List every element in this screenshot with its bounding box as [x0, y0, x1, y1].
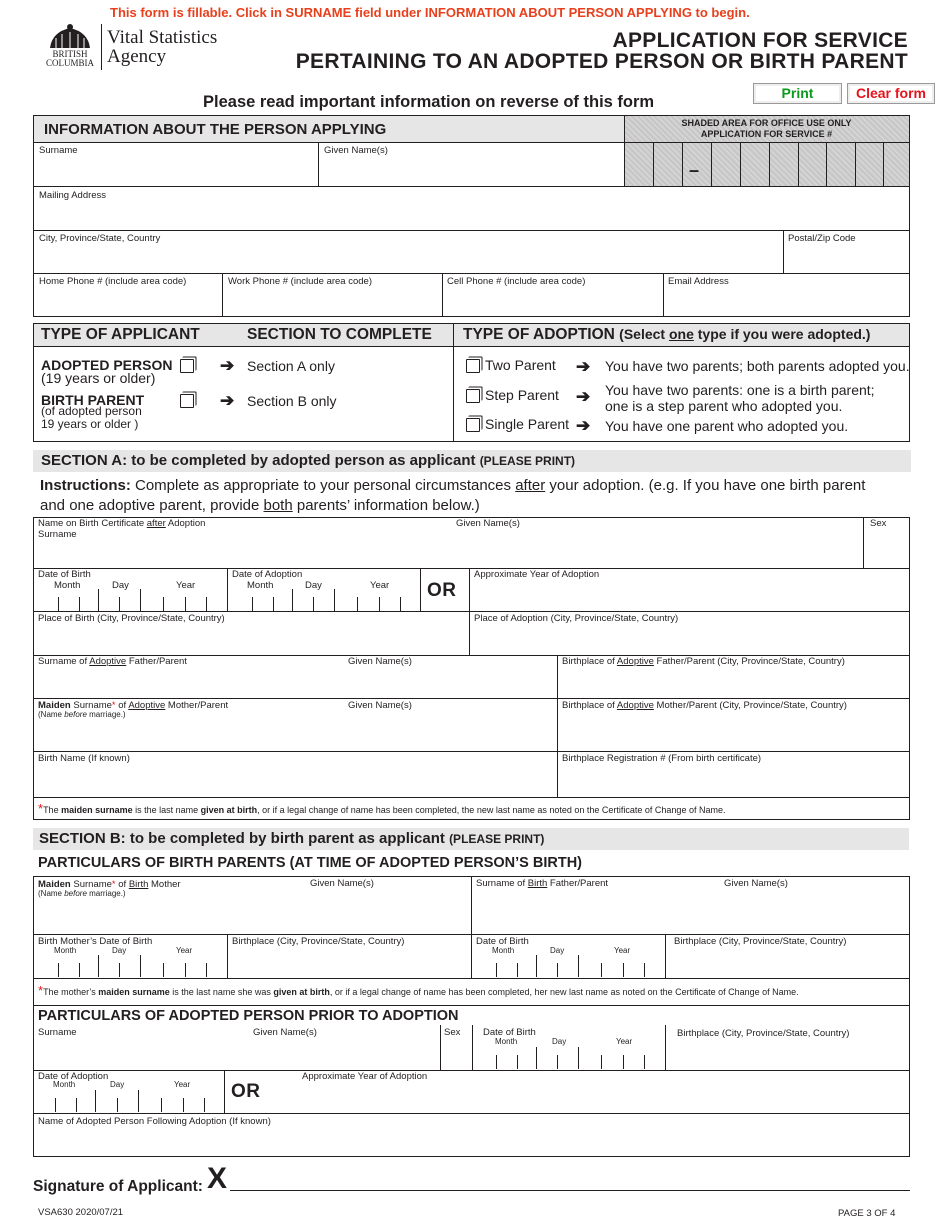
step-parent-description: You have two parents: one is a birth parent; one is a step parent who adopted you. — [605, 382, 875, 414]
work-phone-label: Work Phone # (include area code) — [228, 276, 372, 287]
birth-mother-name-input[interactable] — [38, 902, 468, 932]
arrow-right-icon: ➔ — [220, 391, 235, 410]
surname-label: Surname — [39, 145, 78, 156]
section-b-only-label: Section B only — [247, 393, 337, 409]
crest-icon — [48, 24, 92, 50]
b-approx-year-label: Approximate Year of Adoption — [302, 1071, 428, 1082]
adopted-name-input[interactable] — [38, 1042, 440, 1068]
city-input[interactable] — [38, 246, 782, 272]
city-label: City, Province/State, Country — [39, 233, 161, 244]
postal-code-label: Postal/Zip Code — [788, 233, 856, 244]
applicant-surname-input[interactable] — [38, 158, 318, 186]
birth-mother-dob-input[interactable] — [40, 960, 224, 978]
single-parent-description: You have one parent who adopted you. — [605, 418, 849, 434]
arrow-right-icon: ➔ — [220, 356, 235, 375]
adopted-given-names-label: Given Name(s) — [253, 1027, 317, 1038]
date-of-birth-label: Date of Birth — [38, 569, 91, 580]
form-title: APPLICATION FOR SERVICE PERTAINING TO AN ADOPTED PERSON OR BIRTH PARENT — [295, 29, 908, 73]
given-names-label: Given Name(s) — [324, 145, 388, 156]
adopted-person-checkbox[interactable] — [180, 359, 194, 373]
step-parent-checkbox[interactable] — [466, 389, 480, 403]
adopted-sex-label: Sex — [444, 1027, 461, 1038]
two-parent-label: Two Parent — [485, 357, 556, 373]
birth-parent-checkbox[interactable] — [180, 394, 194, 408]
a-date-of-birth-input[interactable] — [40, 594, 224, 612]
birth-father-dob-label: Date of Birth — [476, 936, 529, 947]
province-name: BRITISH COLUMBIA — [45, 49, 94, 68]
cert-given-names-input[interactable] — [456, 542, 862, 568]
adoptive-father-birthplace-label: Birthplace of Adoptive Father/Parent (City, Province/State, Country) — [562, 656, 845, 667]
postal-code-input[interactable] — [787, 246, 909, 272]
adoptive-mother-birthplace-label: Birthplace of Adoptive Mother/Parent (City, Province/State, Country) — [562, 700, 847, 711]
adoptive-father-birthplace-input[interactable] — [562, 672, 909, 698]
section-a-footnote: *The maiden surname is the last name given at birth, or if a legal change of name has been completed, the new last name as noted on the Certificate of Change of Name. — [38, 801, 726, 816]
form-code: VSA630 2020/07/21 — [38, 1207, 124, 1218]
print-button[interactable]: Print — [753, 83, 842, 104]
adopted-sex-input[interactable] — [443, 1042, 473, 1068]
birth-registration-label: Birthplace Registration # (From birth certificate) — [562, 753, 762, 764]
cert-surname-input[interactable] — [38, 542, 452, 568]
place-of-adoption-label: Place of Adoption (City, Province/State, Country) — [474, 613, 679, 624]
birth-mother-birthplace-label: Birthplace (City, Province/State, Country) — [232, 936, 405, 947]
birth-father-birthplace-label: Birthplace (City, Province/State, Country) — [674, 936, 847, 947]
sex-input[interactable] — [867, 542, 911, 568]
birth-registration-input[interactable] — [562, 768, 909, 794]
arrow-right-icon: ➔ — [576, 416, 591, 435]
mailing-address-input[interactable] — [38, 203, 908, 230]
two-parent-checkbox[interactable] — [466, 359, 480, 373]
section-a-instructions: Instructions: Complete as appropriate to your personal circumstances after your adoption. (e.g. If you have one birth parent and one adoptive parent, provide both parents’ information below.) — [40, 477, 866, 514]
email-label: Email Address — [668, 276, 729, 287]
work-phone-input[interactable] — [227, 289, 443, 315]
birth-father-birthplace-input[interactable] — [672, 950, 908, 976]
adopted-person-label: ADOPTED PERSON — [41, 357, 173, 373]
approx-year-label: Approximate Year of Adoption — [474, 569, 600, 580]
arrow-right-icon: ➔ — [576, 357, 591, 376]
signature-input[interactable] — [232, 1168, 912, 1192]
section-a-only-label: Section A only — [247, 358, 335, 374]
arrow-right-icon: ➔ — [576, 387, 591, 406]
applicant-given-names-input[interactable] — [322, 158, 624, 186]
adoptive-mother-birthplace-input[interactable] — [562, 722, 909, 748]
section-b-footnote: *The mother’s maiden surname is the last name she was given at birth, or if a legal change of name has been completed, her new last name as noted on the Certificate of Change of Name. — [38, 983, 799, 998]
date-of-adoption-label: Date of Adoption — [232, 569, 303, 580]
place-of-birth-input[interactable] — [38, 627, 469, 653]
office-use-area: SHADED AREA FOR OFFICE USE ONLY APPLICATION FOR SERVICE # — [624, 116, 909, 186]
b-approx-year-input[interactable] — [302, 1086, 906, 1112]
birth-father-name-input[interactable] — [476, 902, 908, 932]
particulars-birth-parents-heading: PARTICULARS OF BIRTH PARENTS (AT TIME OF ADOPTED PERSON’S BIRTH) — [38, 855, 583, 871]
signature-label: Signature of Applicant: — [33, 1178, 203, 1195]
single-parent-label: Single Parent — [485, 416, 570, 432]
applicant-info-heading: INFORMATION ABOUT THE PERSON APPLYING — [34, 116, 624, 143]
step-parent-label: Step Parent — [485, 387, 559, 403]
cell-phone-label: Cell Phone # (include area code) — [447, 276, 586, 287]
clear-form-button[interactable]: Clear form — [847, 83, 935, 104]
fillable-notice: This form is fillable. Click in SURNAME field under INFORMATION ABOUT PERSON APPLYING to begin. — [110, 5, 750, 20]
adoptive-mother-maiden-label: Maiden Surname* of Adoptive Mother/Parent — [38, 700, 229, 711]
page-number: PAGE 3 OF 4 — [838, 1208, 896, 1219]
sex-label: Sex — [870, 518, 887, 529]
mailing-address-label: Mailing Address — [39, 190, 107, 201]
birth-mother-birthplace-input[interactable] — [232, 950, 471, 976]
adopted-surname-label: Surname — [38, 1027, 77, 1038]
b-date-of-adoption-input[interactable] — [38, 1095, 222, 1113]
home-phone-label: Home Phone # (include area code) — [39, 276, 187, 287]
cell-phone-input[interactable] — [446, 289, 662, 315]
place-of-adoption-input[interactable] — [474, 627, 908, 653]
section-b-heading: SECTION B: to be completed by birth parent as applicant (PLEASE PRINT) — [33, 828, 909, 850]
a-approx-year-input[interactable] — [474, 584, 908, 610]
b-date-of-adoption-label: Date of Adoption — [38, 1071, 109, 1082]
name-following-adoption-label: Name of Adopted Person Following Adoption (If known) — [38, 1116, 271, 1127]
agency-logo — [44, 24, 234, 74]
or-label: OR — [231, 1081, 261, 1102]
adopted-dob-label: Date of Birth — [483, 1027, 536, 1038]
birth-father-dob-input[interactable] — [478, 960, 662, 978]
birth-name-input[interactable] — [38, 768, 554, 794]
a-date-of-adoption-input[interactable] — [234, 594, 418, 612]
home-phone-input[interactable] — [38, 289, 222, 315]
adopted-birthplace-label: Birthplace (City, Province/State, Country) — [677, 1028, 850, 1039]
type-of-adoption-heading: TYPE OF ADOPTION (Select one type if you were adopted.) — [463, 326, 871, 343]
birth-father-surname-label: Surname of Birth Father/Parent — [476, 878, 609, 889]
birth-parent-label: BIRTH PARENT — [41, 392, 145, 408]
birth-mother-maiden-label: Maiden Surname* of Birth Mother — [38, 879, 181, 890]
place-of-birth-label: Place of Birth (City, Province/State, Country) — [38, 613, 225, 624]
or-label: OR — [427, 580, 457, 601]
birth-mother-dob-label: Birth Mother’s Date of Birth — [38, 936, 153, 947]
particulars-adopted-heading: PARTICULARS OF ADOPTED PERSON PRIOR TO ADOPTION — [38, 1008, 459, 1024]
adopted-dob-input[interactable] — [478, 1052, 662, 1070]
adoptive-father-name-input[interactable] — [38, 672, 554, 698]
adoptive-mother-name-input[interactable] — [38, 722, 554, 748]
two-parent-description: You have two parents; both parents adopted you. — [605, 358, 910, 374]
agency-name: Vital Statistics Agency — [107, 27, 218, 67]
name-following-adoption-input[interactable] — [38, 1130, 908, 1156]
read-info-note: Please read important information on reverse of this form — [203, 93, 655, 111]
single-parent-checkbox[interactable] — [466, 418, 480, 432]
birth-name-label: Birth Name (If known) — [38, 753, 130, 764]
section-to-complete-heading: SECTION TO COMPLETE — [247, 326, 432, 343]
cert-given-names-label: Given Name(s) — [456, 518, 520, 529]
signature-x-mark: X — [207, 1162, 228, 1195]
section-a-heading: SECTION A: to be completed by adopted person as applicant (PLEASE PRINT) — [33, 450, 911, 472]
adopted-birthplace-input[interactable] — [672, 1042, 908, 1068]
email-input[interactable] — [667, 289, 909, 315]
adoptive-father-surname-label: Surname of Adoptive Father/Parent — [38, 656, 187, 667]
type-of-applicant-heading: TYPE OF APPLICANT — [41, 326, 200, 343]
name-on-certificate-label: Name on Birth Certificate after Adoption — [38, 518, 206, 529]
